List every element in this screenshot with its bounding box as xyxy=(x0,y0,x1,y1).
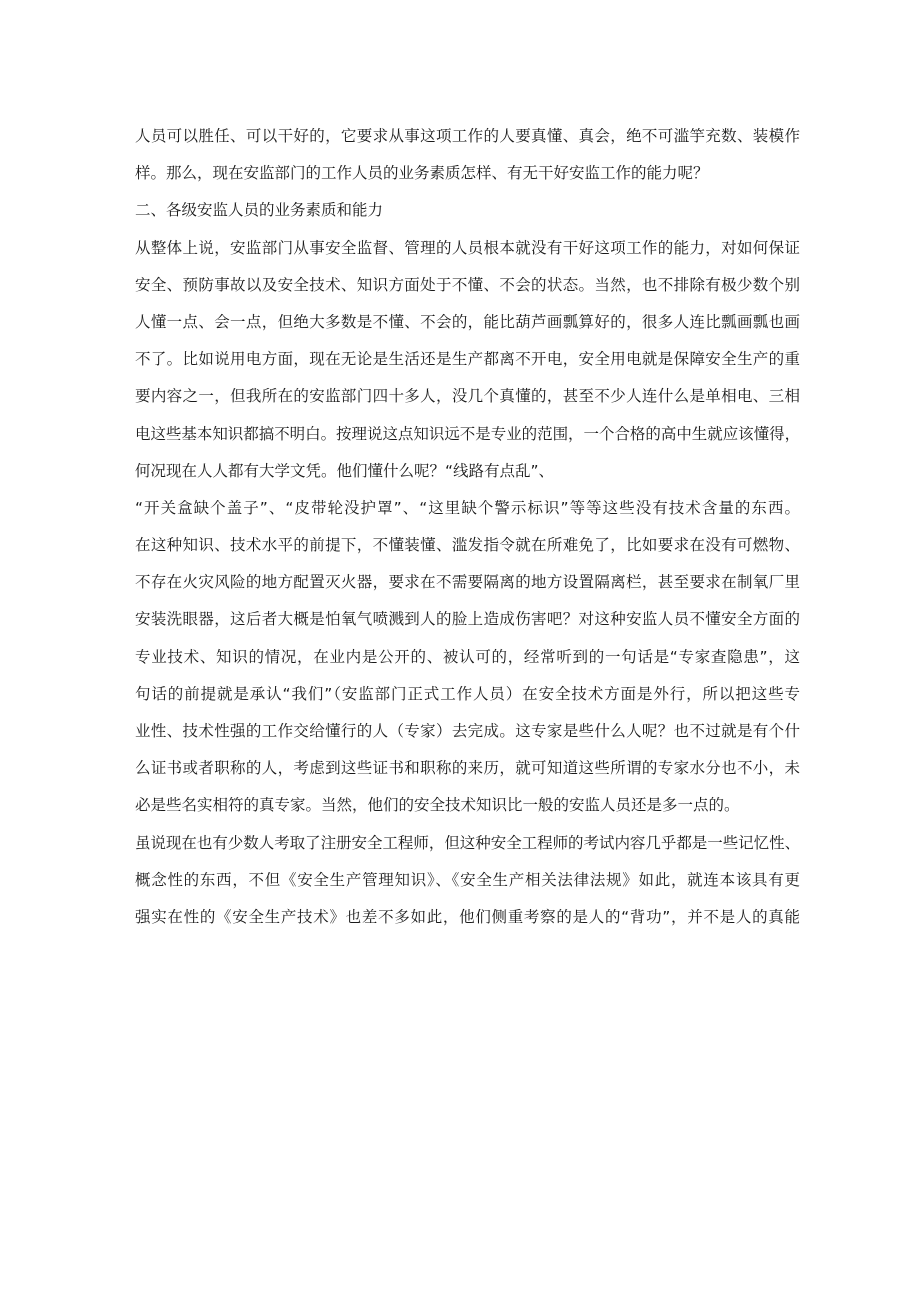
text-line: 专业技术、知识的情况，在业内是公开的、被认可的，经常听到的一句话是“专家查隐患”，这 xyxy=(135,647,800,666)
paragraph-experts xyxy=(135,527,800,825)
text-line: 强实在性的《安全生产技术》也差不多如此，他们侧重考察的是人的“背功”，并不是人的真能 xyxy=(135,907,800,926)
text-line: 必是些名实相符的真专家。当然，他们的安全技术知识比一般的安监人员还是多一点的。 xyxy=(135,796,740,815)
paragraph-engineers xyxy=(135,825,800,937)
text-line: 不存在火灾风险的地方配置灭火器，要求在不需要隔离的地方设置隔离栏，甚至要求在制氧厂里 xyxy=(135,573,800,592)
text-line: 概念性的东西，不但《安全生产管理知识》、《安全生产相关法律法规》如此，就连本该具有更 xyxy=(135,870,800,889)
text-line: 人懂一点、会一点，但绝大多数是不懂、不会的，能比葫芦画瓢算好的，很多人连比瓢画瓢也画 xyxy=(135,312,800,331)
text-line: 么证书或者职称的人，考虑到这些证书和职称的来历，就可知道这些所谓的专家水分也不小，未 xyxy=(135,759,800,778)
text-line: 业性、技术性强的工作交给懂行的人（专家）去完成。这专家是些什么人呢？也不过就是有个什 xyxy=(135,722,800,740)
text-line: 不了。比如说用电方面，现在无论是生活还是生产都离不开电，安全用电就是保障安全生产的重 xyxy=(135,350,800,369)
text-line: 人员可以胜任、可以干好的，它要求从事这项工作的人要真懂、真会，绝不可滥竽充数、装模作 xyxy=(135,127,800,145)
text-line: 安全、预防事故以及安全技术、知识方面处于不懂、不会的状态。当然，也不排除有极少数个别 xyxy=(135,275,800,294)
text-line: 要内容之一，但我所在的安监部门四十多人，没几个真懂的，甚至不少人连什么是单相电、三相 xyxy=(135,387,800,406)
section-heading-text: 二、各级安监人员的业务素质和能力 xyxy=(135,201,384,220)
paragraph-examples xyxy=(135,490,800,527)
text-line: 在这种知识、技术水平的前提下，不懂装懂、滥发指令就在所难免了，比如要求在没有可燃物、 xyxy=(135,536,800,555)
text-line: 句话的前提就是承认“我们”（安监部门正式工作人员）在安全技术方面是外行，所以把这些专 xyxy=(135,684,800,703)
section-heading xyxy=(135,192,800,229)
text-line: 安装洗眼器，这后者大概是怕氧气喷溅到人的脸上造成伤害吧？对这种安监人员不懂安全方面的 xyxy=(135,610,800,629)
paragraph-overall xyxy=(135,230,800,490)
text-line: 电这些基本知识都搞不明白。按理说这点知识远不是专业的范围，一个合格的高中生就应该懂得， xyxy=(135,424,800,443)
text-line: 何况现在人人都有大学文凭。他们懂什么呢？“线路有点乱”、 xyxy=(135,461,555,480)
paragraph-continuation xyxy=(135,118,800,192)
text-line: 样。那么，现在安监部门的工作人员的业务素质怎样、有无干好安监工作的能力呢？ xyxy=(135,164,709,183)
text-line: “开关盒缺个盖子”、“皮带轮没护罩”、“这里缺个警示标识”等等这些没有技术含量的东西。 xyxy=(135,498,800,517)
text-line: 虽说现在也有少数人考取了注册安全工程师，但这种安全工程师的考试内容几乎都是一些记忆性、 xyxy=(135,833,800,852)
text-line: 从整体上说，安监部门从事安全监督、管理的人员根本就没有干好这项工作的能力，对如何保证 xyxy=(135,238,800,257)
body-text xyxy=(135,118,800,936)
